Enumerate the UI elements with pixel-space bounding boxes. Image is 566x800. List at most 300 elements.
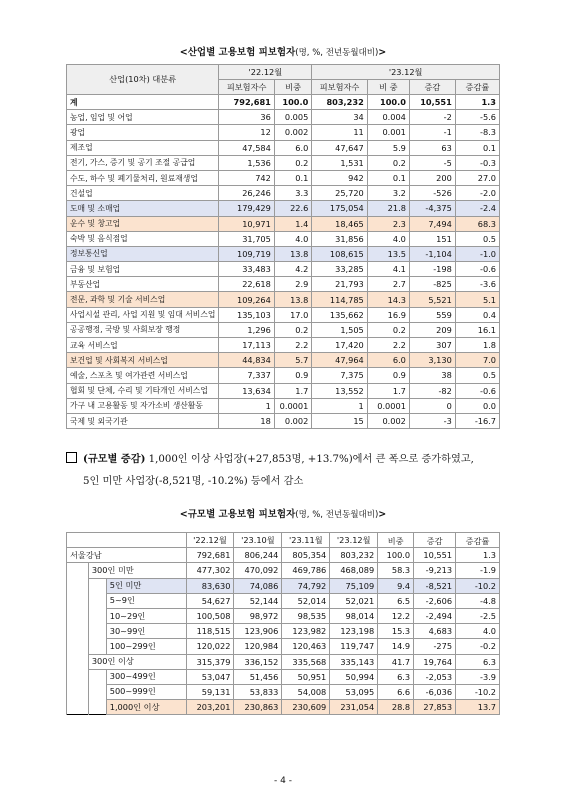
industry-name: 농업, 임업 및 어업 — [67, 110, 219, 125]
indent-cell — [67, 563, 89, 578]
table-cell: 1 — [219, 398, 274, 413]
table-cell: 1.8 — [455, 338, 499, 353]
table-cell: 203,201 — [186, 700, 234, 715]
table-cell: 1,536 — [219, 155, 274, 170]
table-cell: 4.1 — [367, 262, 409, 277]
industry-name: 부동산업 — [67, 277, 219, 292]
table-cell: 41.7 — [378, 654, 414, 669]
table-cell: 50,951 — [282, 669, 330, 684]
col-sub-5: 증감률 — [455, 80, 499, 95]
industry-name: 계 — [67, 95, 219, 110]
table-cell: 0.2 — [367, 322, 409, 337]
industry-name: 수도, 하수 및 폐기물처리, 원료재생업 — [67, 170, 219, 185]
bullet-lead: (규모별 증감) — [83, 453, 146, 465]
table-cell: 108,615 — [312, 246, 367, 261]
table-cell: 0.1 — [455, 140, 499, 155]
table-cell: 3.2 — [367, 186, 409, 201]
table-cell: 51,456 — [234, 669, 282, 684]
industry-name: 전문, 과학 및 기술 서비스업 — [67, 292, 219, 307]
table-cell: 44,834 — [219, 353, 274, 368]
size-summary-bullet — [66, 448, 506, 493]
table-cell: -6,036 — [414, 684, 456, 699]
table-cell: 21.8 — [367, 201, 409, 216]
table-cell: 0.002 — [367, 413, 409, 428]
table-cell: -1.9 — [456, 563, 500, 578]
table-cell: 0.1 — [274, 170, 311, 185]
col-year1: '22.12월 — [219, 65, 312, 80]
table-cell: 0.002 — [274, 413, 311, 428]
table-cell: 6.3 — [378, 669, 414, 684]
size-title-main: <규모별 고용보험 피보험자 — [179, 509, 296, 520]
table-row — [67, 170, 500, 185]
table-cell: 806,244 — [234, 548, 282, 563]
table-cell: 52,014 — [282, 593, 330, 608]
table-cell: 109,264 — [219, 292, 274, 307]
industry-name: 제조업 — [67, 140, 219, 155]
table-row — [67, 383, 500, 398]
table-cell: -526 — [409, 186, 455, 201]
industry-title-sub: (명, %, 전년동월대비) — [295, 48, 379, 58]
table-cell: -825 — [409, 277, 455, 292]
table-row — [67, 292, 500, 307]
table-row — [67, 700, 500, 715]
size-name: 5인 미만 — [106, 578, 186, 593]
table-cell: 25,720 — [312, 186, 367, 201]
table-cell: 7,375 — [312, 368, 367, 383]
industry-name: 보건업 및 사회복지 서비스업 — [67, 353, 219, 368]
table-cell: 6.5 — [378, 593, 414, 608]
table-row — [67, 216, 500, 231]
table-cell: 120,984 — [234, 639, 282, 654]
table-row — [67, 548, 500, 563]
indent-cell — [67, 654, 89, 669]
table-cell: -2,053 — [414, 669, 456, 684]
table-cell: 0.0 — [455, 398, 499, 413]
indent-cell — [67, 578, 89, 593]
table-cell: 231,054 — [330, 700, 378, 715]
table-row — [67, 684, 500, 699]
table-cell: 2.2 — [367, 338, 409, 353]
size-name: 5~9인 — [106, 593, 186, 608]
table-cell: -2.4 — [455, 201, 499, 216]
col-year2: '23.12월 — [312, 65, 500, 80]
table-cell: 13.5 — [367, 246, 409, 261]
table-cell: 942 — [312, 170, 367, 185]
table-cell: 803,232 — [330, 548, 378, 563]
table-cell: 2.3 — [367, 216, 409, 231]
size-col-2: '23.11월 — [282, 533, 330, 548]
table-cell: 151 — [409, 231, 455, 246]
table-cell: 2.9 — [274, 277, 311, 292]
table-cell: 175,054 — [312, 201, 367, 216]
checkbox-bullet-icon — [66, 452, 77, 463]
table-cell: 1.7 — [367, 383, 409, 398]
table-cell: 59,131 — [186, 684, 234, 699]
table-cell: 4.2 — [274, 262, 311, 277]
industry-name: 공공행정, 국방 및 사회보장 행정 — [67, 322, 219, 337]
table-cell: 135,103 — [219, 307, 274, 322]
size-col-0: '22.12월 — [186, 533, 234, 548]
table-cell: 792,681 — [219, 95, 274, 110]
table-cell: 12 — [219, 125, 274, 140]
table-cell: 123,198 — [330, 624, 378, 639]
table-cell: 27,853 — [414, 700, 456, 715]
col-sub-0: 피보험자수 — [219, 80, 274, 95]
table-cell: 98,535 — [282, 608, 330, 623]
size-table-title — [0, 506, 566, 520]
table-row — [67, 353, 500, 368]
table-row — [67, 246, 500, 261]
table-cell: 118,515 — [186, 624, 234, 639]
table-cell: 14.9 — [378, 639, 414, 654]
table-cell: -3.6 — [455, 277, 499, 292]
size-table — [66, 532, 500, 715]
table-cell: 17,113 — [219, 338, 274, 353]
table-row — [67, 125, 500, 140]
table-row — [67, 277, 500, 292]
table-row — [67, 322, 500, 337]
col-sub-3: 비 중 — [367, 80, 409, 95]
table-cell: 98,972 — [234, 608, 282, 623]
table-cell: 50,994 — [330, 669, 378, 684]
table-cell: 1.3 — [456, 548, 500, 563]
size-title-end: > — [378, 509, 387, 520]
table-cell: -0.3 — [455, 155, 499, 170]
table-cell: 52,144 — [234, 593, 282, 608]
table-cell: -16.7 — [455, 413, 499, 428]
table-cell: 1,505 — [312, 322, 367, 337]
table-row — [67, 593, 500, 608]
table-cell: -9,213 — [414, 563, 456, 578]
size-col-6: 증감률 — [456, 533, 500, 548]
table-row — [67, 669, 500, 684]
table-cell: 21,793 — [312, 277, 367, 292]
industry-name: 예술, 스포츠 및 여가관련 서비스업 — [67, 368, 219, 383]
table-cell: -198 — [409, 262, 455, 277]
table-row — [67, 639, 500, 654]
table-cell: 109,719 — [219, 246, 274, 261]
size-col-1: '23.10월 — [234, 533, 282, 548]
size-col-3: '23.12월 — [330, 533, 378, 548]
table-cell: 335,143 — [330, 654, 378, 669]
size-name: 1,000인 이상 — [106, 700, 186, 715]
industry-name: 운수 및 창고업 — [67, 216, 219, 231]
table-row — [67, 95, 500, 110]
table-cell: -3.9 — [456, 669, 500, 684]
table-cell: 54,627 — [186, 593, 234, 608]
table-cell: 11 — [312, 125, 367, 140]
table-cell: 36 — [219, 110, 274, 125]
table-row — [67, 307, 500, 322]
industry-name: 가구 내 고용활동 및 자가소비 생산활동 — [67, 398, 219, 413]
size-name: 100~299인 — [106, 639, 186, 654]
table-cell: -0.6 — [455, 262, 499, 277]
page-number: - 4 - — [274, 776, 292, 786]
table-cell: -0.6 — [455, 383, 499, 398]
table-cell: 335,568 — [282, 654, 330, 669]
industry-title-main: <산업별 고용보험 피보험자 — [179, 47, 296, 58]
table-cell: 0.2 — [274, 155, 311, 170]
indent-cell — [67, 669, 89, 684]
table-cell: 75,109 — [330, 578, 378, 593]
table-cell: 17,420 — [312, 338, 367, 353]
table-row — [67, 578, 500, 593]
table-cell: 74,792 — [282, 578, 330, 593]
table-cell: 74,086 — [234, 578, 282, 593]
table-cell: -10.2 — [456, 578, 500, 593]
table-cell: 230,609 — [282, 700, 330, 715]
table-row — [67, 338, 500, 353]
size-name: 300~499인 — [106, 669, 186, 684]
table-cell: -1.0 — [455, 246, 499, 261]
col-industry: 산업(10차) 대분류 — [67, 65, 219, 95]
table-row — [67, 110, 500, 125]
table-cell: 120,463 — [282, 639, 330, 654]
table-cell: -5 — [409, 155, 455, 170]
table-cell: 0.4 — [455, 307, 499, 322]
table-cell: 119,747 — [330, 639, 378, 654]
table-cell: 17.0 — [274, 307, 311, 322]
table-cell: 68.3 — [455, 216, 499, 231]
table-cell: 559 — [409, 307, 455, 322]
size-col-blank — [67, 533, 187, 548]
table-cell: -2 — [409, 110, 455, 125]
table-cell: 33,285 — [312, 262, 367, 277]
table-cell: -2.0 — [455, 186, 499, 201]
size-name: 10~29인 — [106, 608, 186, 623]
table-cell: 100.0 — [274, 95, 311, 110]
table-cell: -8.3 — [455, 125, 499, 140]
table-cell: 0.0001 — [274, 398, 311, 413]
table-cell: 38 — [409, 368, 455, 383]
table-cell: 7,337 — [219, 368, 274, 383]
table-cell: 7,494 — [409, 216, 455, 231]
indent-cell — [67, 593, 89, 608]
table-cell: -1 — [409, 125, 455, 140]
table-row — [67, 624, 500, 639]
size-name: 서울강남 — [67, 548, 187, 563]
table-cell: 179,429 — [219, 201, 274, 216]
industry-name: 도매 및 소매업 — [67, 201, 219, 216]
table-cell: 6.0 — [367, 353, 409, 368]
table-cell: 33,483 — [219, 262, 274, 277]
table-cell: 0.001 — [367, 125, 409, 140]
table-cell: 5,521 — [409, 292, 455, 307]
table-cell: -2.5 — [456, 608, 500, 623]
table-cell: 6.6 — [378, 684, 414, 699]
table-cell: 6.3 — [456, 654, 500, 669]
table-cell: 0 — [409, 398, 455, 413]
table-cell: 0.002 — [274, 125, 311, 140]
table-cell: 98,014 — [330, 608, 378, 623]
table-cell: 47,647 — [312, 140, 367, 155]
industry-name: 정보통신업 — [67, 246, 219, 261]
indent-cell — [88, 624, 106, 639]
table-cell: 13.8 — [274, 246, 311, 261]
table-cell: 47,964 — [312, 353, 367, 368]
table-row — [67, 155, 500, 170]
size-col-5: 증감 — [414, 533, 456, 548]
table-cell: 200 — [409, 170, 455, 185]
table-cell: 4.0 — [367, 231, 409, 246]
table-cell: 307 — [409, 338, 455, 353]
industry-name: 건설업 — [67, 186, 219, 201]
table-cell: -82 — [409, 383, 455, 398]
table-cell: 27.0 — [455, 170, 499, 185]
indent-cell — [67, 608, 89, 623]
table-cell: 803,232 — [312, 95, 367, 110]
table-cell: 18 — [219, 413, 274, 428]
table-cell: 0.1 — [367, 170, 409, 185]
table-cell: 4,683 — [414, 624, 456, 639]
table-cell: 0.004 — [367, 110, 409, 125]
table-cell: 123,982 — [282, 624, 330, 639]
table-cell: 13.8 — [274, 292, 311, 307]
table-cell: 0.9 — [274, 368, 311, 383]
table-cell: -275 — [414, 639, 456, 654]
col-sub-1: 비중 — [274, 80, 311, 95]
size-col-4: 비중 — [378, 533, 414, 548]
indent-cell — [88, 684, 106, 699]
table-cell: 15.3 — [378, 624, 414, 639]
table-row — [67, 201, 500, 216]
indent-cell — [88, 593, 106, 608]
table-cell: 0.5 — [455, 231, 499, 246]
table-cell: 470,092 — [234, 563, 282, 578]
table-cell: 26,246 — [219, 186, 274, 201]
table-cell: -5.6 — [455, 110, 499, 125]
bullet-line2: 5인 미만 사업장(-8,521명, -10.2%) 등에서 감소 — [83, 476, 304, 487]
table-cell: 469,786 — [282, 563, 330, 578]
table-cell: 28.8 — [378, 700, 414, 715]
table-cell: 315,379 — [186, 654, 234, 669]
table-cell: 230,863 — [234, 700, 282, 715]
size-title-sub: (명, %, 전년동월대비) — [295, 510, 379, 520]
table-cell: 19,764 — [414, 654, 456, 669]
table-cell: 63 — [409, 140, 455, 155]
table-cell: 12.2 — [378, 608, 414, 623]
industry-table — [66, 64, 500, 429]
table-cell: 123,906 — [234, 624, 282, 639]
table-cell: 10,971 — [219, 216, 274, 231]
table-cell: 5.9 — [367, 140, 409, 155]
table-cell: 31,705 — [219, 231, 274, 246]
table-row — [67, 398, 500, 413]
table-row — [67, 413, 500, 428]
table-cell: 2.2 — [274, 338, 311, 353]
table-cell: 4.0 — [456, 624, 500, 639]
table-cell: 34 — [312, 110, 367, 125]
table-cell: -1,104 — [409, 246, 455, 261]
table-cell: -3 — [409, 413, 455, 428]
table-cell: 1.7 — [274, 383, 311, 398]
table-cell: 6.0 — [274, 140, 311, 155]
table-cell: 10,551 — [409, 95, 455, 110]
table-cell: 52,021 — [330, 593, 378, 608]
table-row — [67, 608, 500, 623]
table-cell: 9.4 — [378, 578, 414, 593]
industry-name: 교육 서비스업 — [67, 338, 219, 353]
table-cell: 18,465 — [312, 216, 367, 231]
table-cell: 7.0 — [455, 353, 499, 368]
industry-table-title — [0, 44, 566, 58]
table-row — [67, 654, 500, 669]
table-cell: 135,662 — [312, 307, 367, 322]
table-cell: 54,008 — [282, 684, 330, 699]
table-cell: 1.4 — [274, 216, 311, 231]
size-name: 300인 이상 — [88, 654, 186, 669]
table-row — [67, 140, 500, 155]
table-cell: 3,130 — [409, 353, 455, 368]
table-cell: 742 — [219, 170, 274, 185]
table-cell: -4,375 — [409, 201, 455, 216]
table-cell: 1.3 — [455, 95, 499, 110]
table-cell: 15 — [312, 413, 367, 428]
indent-cell — [88, 608, 106, 623]
industry-name: 광업 — [67, 125, 219, 140]
table-cell: 5.1 — [455, 292, 499, 307]
table-cell: 0.9 — [367, 368, 409, 383]
table-cell: 0.2 — [274, 322, 311, 337]
table-cell: -4.8 — [456, 593, 500, 608]
table-cell: 16.9 — [367, 307, 409, 322]
table-row — [67, 231, 500, 246]
table-cell: 83,630 — [186, 578, 234, 593]
table-row — [67, 563, 500, 578]
indent-cell — [67, 684, 89, 699]
table-cell: 477,302 — [186, 563, 234, 578]
industry-name: 사업시설 관리, 사업 지원 및 임대 서비스업 — [67, 307, 219, 322]
industry-name: 금융 및 보험업 — [67, 262, 219, 277]
table-cell: 209 — [409, 322, 455, 337]
bullet-line1: 1,000인 이상 사업장(+27,853명, +13.7%)에서 큰 폭으로 증가하였고, — [145, 454, 474, 465]
table-cell: 22.6 — [274, 201, 311, 216]
table-cell: -2,606 — [414, 593, 456, 608]
table-cell: 10,551 — [414, 548, 456, 563]
table-cell: 0.5 — [455, 368, 499, 383]
table-cell: 53,047 — [186, 669, 234, 684]
table-row — [67, 368, 500, 383]
table-cell: -10.2 — [456, 684, 500, 699]
table-cell: 1,531 — [312, 155, 367, 170]
table-cell: 2.7 — [367, 277, 409, 292]
table-cell: 0.005 — [274, 110, 311, 125]
table-cell: 0.2 — [367, 155, 409, 170]
table-cell: 120,022 — [186, 639, 234, 654]
size-name: 500~999인 — [106, 684, 186, 699]
industry-name: 협회 및 단체, 수리 및 기타개인 서비스업 — [67, 383, 219, 398]
table-cell: 14.3 — [367, 292, 409, 307]
table-cell: 47,584 — [219, 140, 274, 155]
table-cell: 0.0001 — [367, 398, 409, 413]
table-cell: 31,856 — [312, 231, 367, 246]
table-cell: -2,494 — [414, 608, 456, 623]
table-cell: 58.3 — [378, 563, 414, 578]
indent-cell — [67, 700, 89, 715]
table-row — [67, 186, 500, 201]
indent-cell — [88, 700, 106, 715]
table-cell: -8,521 — [414, 578, 456, 593]
industry-name: 국제 및 외국기관 — [67, 413, 219, 428]
table-cell: 53,095 — [330, 684, 378, 699]
indent-cell — [88, 669, 106, 684]
indent-cell — [88, 578, 106, 593]
table-cell: 16.1 — [455, 322, 499, 337]
industry-title-end: > — [378, 47, 387, 58]
table-cell: 1 — [312, 398, 367, 413]
table-cell: 468,089 — [330, 563, 378, 578]
table-cell: 100.0 — [367, 95, 409, 110]
